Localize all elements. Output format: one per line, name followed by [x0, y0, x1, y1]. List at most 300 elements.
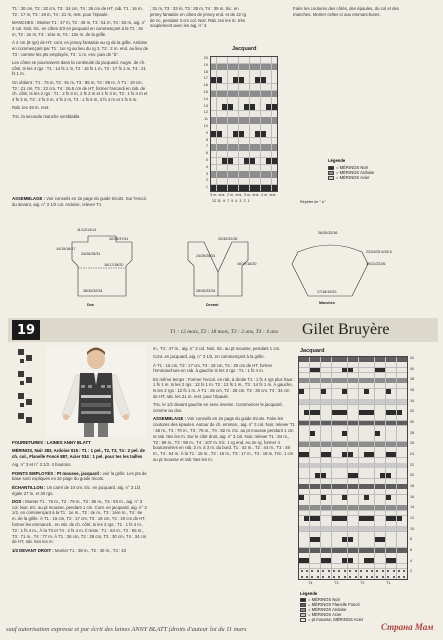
chart2-cell — [342, 405, 347, 410]
chart2-cell — [321, 452, 326, 457]
chart2-cell — [397, 362, 402, 367]
chart2-cell — [310, 458, 315, 463]
chart2-cell — [359, 505, 364, 510]
chart2-cell — [299, 415, 304, 420]
chart1-row-label: 15 — [203, 90, 208, 94]
chart2-cell — [310, 564, 315, 569]
chart1-cell — [266, 97, 271, 103]
chart1-cell — [217, 64, 222, 70]
chart2-cell — [359, 415, 364, 420]
chart2-cell — [348, 373, 353, 378]
chart2-cell — [364, 373, 369, 378]
chart2-cell — [402, 421, 407, 426]
chart2-cell — [299, 442, 304, 447]
chart2-cell — [386, 532, 391, 537]
chart2-cell — [386, 415, 391, 420]
chart2-cell — [332, 378, 337, 383]
chart2-cell — [299, 389, 304, 394]
chart1-cell — [222, 104, 227, 110]
chart2-cell — [337, 431, 342, 436]
chart2-cell — [397, 394, 402, 399]
chart2-cell — [380, 426, 385, 431]
manches-measure-2: 22/24/25.5/26.5 — [366, 250, 392, 254]
chart2-cell — [386, 442, 391, 447]
chart1-cell — [272, 144, 277, 150]
chart1-cell — [250, 84, 255, 90]
chart2-cell — [375, 389, 380, 394]
chart1-cell — [228, 64, 233, 70]
chart2-cell — [397, 389, 402, 394]
chart2-cell — [315, 532, 320, 537]
chart2-cell — [348, 426, 353, 431]
chart1-cell — [217, 178, 222, 184]
chart1-bottom-label: 3 m. ens — [210, 193, 225, 197]
chart2-cell — [348, 479, 353, 484]
chart2-cell — [375, 569, 380, 574]
chart2-cell — [380, 421, 385, 426]
chart2-cell — [380, 511, 385, 516]
chart2-cell — [342, 421, 347, 426]
chart1-cell — [266, 57, 271, 63]
chart2-cell — [321, 553, 326, 558]
chart1-row-label: 11 — [204, 117, 208, 122]
chart2-cell — [326, 378, 331, 383]
chart2-cell — [321, 442, 326, 447]
chart2-cell — [364, 489, 369, 494]
chart2-cell — [337, 500, 342, 505]
chart2-cell — [332, 479, 337, 484]
chart2-cell — [310, 436, 315, 441]
chart1-cell — [250, 144, 255, 150]
chart1-cell — [250, 185, 255, 191]
chart1-cell — [217, 77, 222, 83]
chart1-cell — [222, 117, 227, 123]
chart2-cell — [369, 410, 374, 415]
chart2-cell — [402, 574, 407, 579]
chart2-cell — [380, 516, 385, 521]
chart2-cell — [337, 521, 342, 526]
chart1-cell — [250, 165, 255, 171]
chart2-cell — [391, 468, 396, 473]
chart2-cell — [342, 378, 347, 383]
chart1-cell — [228, 158, 233, 164]
chart2-cell — [310, 542, 315, 547]
chart2-cell — [348, 564, 353, 569]
chart1-cell — [261, 117, 266, 123]
chart2-cell — [332, 357, 337, 362]
chart2-cell — [391, 569, 396, 574]
chart2-cell — [375, 479, 380, 484]
chart2-cell — [402, 521, 407, 526]
chart2-row-label: 26 — [410, 441, 415, 446]
chart2-cell — [375, 553, 380, 558]
chart1-col-numbers: 12 11 9 7 5 4 3 2 1 — [212, 199, 250, 203]
chart2-cell — [364, 569, 369, 574]
chart1-cell — [266, 165, 271, 171]
chart1-cell — [239, 165, 244, 171]
chart2-cell — [310, 421, 315, 426]
chart2-cell — [348, 410, 353, 415]
chart1-cell — [211, 117, 216, 123]
chart2-cell — [310, 405, 315, 410]
chart2-cell — [299, 421, 304, 426]
chart2-cell — [310, 357, 315, 362]
chart1-cell — [261, 111, 266, 117]
chart2-cell — [402, 484, 407, 489]
chart2-cell — [375, 452, 380, 457]
chart1-cell — [233, 104, 238, 110]
chart2-cell — [359, 564, 364, 569]
chart2-cell — [342, 473, 347, 478]
chart1-cell — [250, 70, 255, 76]
chart2-cell — [369, 378, 374, 383]
chart1-cell — [244, 117, 249, 123]
chart2-cell — [342, 526, 347, 531]
chart2-cell — [364, 447, 369, 452]
acier-swatch — [328, 176, 334, 180]
chart2-cell — [310, 394, 315, 399]
chart2-cell — [348, 526, 353, 531]
chart2-cell — [315, 564, 320, 569]
chart2-cell — [332, 436, 337, 441]
chart2-cell — [321, 521, 326, 526]
pattern-number-badge: 19 — [12, 320, 40, 340]
chart2-cell — [369, 415, 374, 420]
chart2-cell — [337, 394, 342, 399]
chart2-cell — [348, 484, 353, 489]
chart2-cell — [364, 468, 369, 473]
chart2-cell — [342, 542, 347, 547]
chart2-cell — [337, 548, 342, 553]
top-left-p4: Les côtes se poursuivent dans la continuité du jacquard. Augm. de ch. côté, ts les 4 rgs : T1 : 14 fs 1 m, T2 : 16 fs 1 m, T3 : 17 fs 1 m, T4 : 21 fs 1 m. — [12, 59, 146, 77]
chart2-cell — [364, 574, 369, 579]
chart2-cell — [321, 426, 326, 431]
chart2-cell — [359, 574, 364, 579]
chart1-cell — [272, 138, 277, 144]
chart2-cell — [402, 479, 407, 484]
chart2-cell — [348, 442, 353, 447]
chart1-cell — [211, 111, 216, 117]
chart2-cell — [369, 569, 374, 574]
chart2-cell — [299, 558, 304, 563]
manches-measure-3: 19/21/22/26 — [366, 262, 386, 266]
manches-schematic — [292, 245, 368, 296]
chart2-cell — [402, 362, 407, 367]
chart2-cell — [337, 436, 342, 441]
chart1-cell — [255, 171, 260, 177]
chart2-cell — [310, 574, 315, 579]
mid-p4: En même temps : Former l'encol. en rab. à droite T1 : 1 fs 4 rgs plus haut : 1 fs 1 m. ts les 2 rgs : 12 fs 1 m. T2 : 13 fs 1 m., T3 : 14 fs 1 m. À gauche, ts les 2 rgs : 12 fs 1 m. À T1 : 26 cm, T2 : 28 cm, T3 : 30 cm, T4 : 34 cm de HT, rab. les 21 m. rest. pour l'épaule. — [153, 376, 295, 400]
chart2-cell — [332, 484, 337, 489]
chart2-cell — [364, 405, 369, 410]
chart2-cell — [402, 542, 407, 547]
chart2-cell — [397, 405, 402, 410]
chart1-cell — [250, 117, 255, 123]
chart2-cell — [391, 495, 396, 500]
chart2-cell — [359, 447, 364, 452]
chart2-cell — [364, 362, 369, 367]
chart1-cell — [217, 144, 222, 150]
chart1-cell — [244, 64, 249, 70]
chart2-cell — [391, 389, 396, 394]
chart1-cell — [217, 158, 222, 164]
chart2-cell — [315, 500, 320, 505]
chart2-cell — [369, 521, 374, 526]
chart2-cell — [342, 537, 347, 542]
chart2-cell — [380, 574, 385, 579]
chart2-cell — [380, 558, 385, 563]
chart2-cell — [326, 548, 331, 553]
chart1-cell — [233, 70, 238, 76]
chart2-cell — [364, 426, 369, 431]
chart1-cell — [244, 91, 249, 97]
chart2-cell — [321, 479, 326, 484]
chart2-cell — [315, 399, 320, 404]
chart2-cell — [310, 500, 315, 505]
chart2-cell — [348, 537, 353, 542]
chart2-cell — [364, 442, 369, 447]
chart1-row-label: 9 — [205, 130, 208, 135]
chart2-cell — [337, 383, 342, 388]
chart2-cell — [375, 537, 380, 542]
chart2-cell — [369, 399, 374, 404]
chart1-cell — [217, 165, 222, 171]
chart2-cell — [304, 383, 309, 388]
chart1-cell — [222, 124, 227, 130]
chart2-cell — [326, 436, 331, 441]
chart2-cell — [332, 500, 337, 505]
chart2-cell — [386, 431, 391, 436]
chart2-cell — [321, 516, 326, 521]
chart2-cell — [299, 426, 304, 431]
chart2-cell — [391, 553, 396, 558]
chart2-cell — [332, 452, 337, 457]
chart2-cell — [337, 537, 342, 542]
motif-strip — [14, 345, 38, 425]
chart1-cell — [250, 138, 255, 144]
chart2-cell — [326, 389, 331, 394]
chart2-cell — [375, 458, 380, 463]
chart1-cell — [255, 84, 260, 90]
chart2-cell — [332, 532, 337, 537]
chart1-cell — [255, 77, 260, 83]
chart2-cell — [391, 447, 396, 452]
chart2-cell — [299, 431, 304, 436]
chart2-cell — [402, 368, 407, 373]
chart2-cell — [369, 505, 374, 510]
chart2-cell — [369, 564, 374, 569]
dos-label: Dos — [87, 303, 94, 307]
chart2-cell — [369, 511, 374, 516]
chart2-cell — [364, 548, 369, 553]
chart1-cell — [222, 84, 227, 90]
chart2-cell — [353, 447, 358, 452]
chart1-cell — [211, 91, 216, 97]
chart2-cell — [337, 558, 342, 563]
chart1-cell — [244, 131, 249, 137]
chart2-cell — [386, 373, 391, 378]
chart2-cell — [353, 426, 358, 431]
chart2-cell — [299, 495, 304, 500]
chart2-cell — [348, 389, 353, 394]
chart2-cell — [332, 410, 337, 415]
watermark: Страна Мам — [381, 622, 434, 632]
chart2-cell — [304, 368, 309, 373]
chart1-title: Jacquard — [232, 46, 257, 52]
chart2-cell — [315, 405, 320, 410]
chart2-cell — [332, 421, 337, 426]
chart2-cell — [315, 442, 320, 447]
chart2-cell — [375, 362, 380, 367]
chart2-cell — [321, 458, 326, 463]
chart2-cell — [321, 405, 326, 410]
chart2-cell — [348, 383, 353, 388]
chart2-cell — [299, 553, 304, 558]
chart2-cell — [369, 389, 374, 394]
chart2-cell — [315, 574, 320, 579]
chart2-cell — [402, 463, 407, 468]
chart2-cell — [332, 368, 337, 373]
chart1-cell — [228, 124, 233, 130]
chart2-cell — [326, 362, 331, 367]
chart1-cell — [228, 84, 233, 90]
chart2-cell — [391, 500, 396, 505]
chart2-row-label: 12 — [410, 516, 415, 520]
chart2-cell — [332, 458, 337, 463]
assemblage-top — [12, 196, 148, 210]
chart2-cell — [397, 500, 402, 505]
chart2-cell — [337, 421, 342, 426]
chart2-cell — [364, 558, 369, 563]
chart2-row-label: 36 — [410, 388, 415, 392]
chart1-cell — [217, 97, 222, 103]
chart2-cell — [326, 357, 331, 362]
chart2-cell — [353, 489, 358, 494]
chart2-cell — [337, 368, 342, 373]
chart2-cell — [304, 463, 309, 468]
chart2-cell — [348, 558, 353, 563]
chart2-cell — [353, 373, 358, 378]
chart2-cell — [353, 383, 358, 388]
chart1-cell — [211, 97, 216, 103]
chart1-cell — [272, 151, 277, 157]
chart2-cell — [304, 526, 309, 531]
chart2-cell — [337, 473, 342, 478]
chart1-cell — [222, 171, 227, 177]
chart2-cell — [375, 521, 380, 526]
chart2-cell — [397, 569, 402, 574]
chart1-cell — [217, 131, 222, 137]
chart2-cell — [315, 542, 320, 547]
chart2-cell — [375, 463, 380, 468]
chart2-cell — [386, 399, 391, 404]
chart2-cell — [386, 357, 391, 362]
chart1-cell — [250, 171, 255, 177]
chart1-cell — [239, 185, 244, 191]
chart1-bottom-label: 4 m. ens — [261, 193, 276, 197]
chart2-cell — [391, 436, 396, 441]
assemblage-top-title: ASSEMBLAGE : — [12, 196, 45, 201]
chart2-cell — [332, 521, 337, 526]
chart2-cell — [369, 516, 374, 521]
chart1-cell — [222, 57, 227, 63]
chart1-cell — [233, 64, 238, 70]
chart1-cell — [222, 138, 227, 144]
chart1-cell — [211, 158, 216, 164]
chart1-cell — [255, 151, 260, 157]
chart2-cell — [321, 389, 326, 394]
chart1-cell — [239, 178, 244, 184]
devant-measure-1: 20/30/32/36 — [218, 237, 238, 241]
chart2-cell — [337, 495, 342, 500]
chart2-cell — [332, 505, 337, 510]
chart2-cell — [359, 405, 364, 410]
chart2-cell — [391, 564, 396, 569]
chart1-cell — [255, 91, 260, 97]
chart1-cell — [272, 117, 277, 123]
chart2-cell — [310, 521, 315, 526]
chart2-row-label: 32 — [410, 409, 415, 414]
chart2-cell — [364, 410, 369, 415]
chart2-cell — [364, 564, 369, 569]
mid-assemblage-text: Voir conseils en 2e page du guide tricots. Faire les coutures des épaules. Autour de ch. emman., aig. n° 3 col. Noir, relever T1 : 66 m., T2 : 70 m., T3 : 76 m., T4 : 82 m. tric. au pt mousse pendant 1 cm et rab. ttes les m. Sur le côté droit, aig. n° 3 col. Noir, relever T1 : 84 m., T2 : 89 m., T3 : 96 m., T4 : 107 m. tric. 1 rg end. Au 2e rg, former 4 boutonnières en rab. 2 m. à 3 m. du bord. T1 : 42 m., T2 : 44 m., T3 : 48 m., T4 : 54 m. À la T1 : 15 m., T2 : 16 m., T3 : 17 m., T4 : 18 m. Tric. 1 cm au pt mousse et rab. ttes les m. — [153, 416, 295, 463]
chart1-cell — [222, 144, 227, 150]
chart2-cell — [359, 532, 364, 537]
chart2-cell — [348, 431, 353, 436]
chart2-cell — [386, 368, 391, 373]
chart2-cell — [342, 426, 347, 431]
chart2-cell — [364, 526, 369, 531]
chart2-cell — [321, 415, 326, 420]
chart2-cell — [359, 373, 364, 378]
chart2-cell — [359, 442, 364, 447]
chart2-cell — [359, 558, 364, 563]
chart1-cell — [272, 131, 277, 137]
chart2-cell — [321, 368, 326, 373]
chart2-row-label: 4 — [410, 558, 413, 563]
chart2-cell — [310, 532, 315, 537]
chart2-cell — [380, 500, 385, 505]
chart1-cell — [255, 158, 260, 164]
chart2-cell — [375, 373, 380, 378]
chart2-cell — [337, 362, 342, 367]
chart1-cell — [244, 185, 249, 191]
chart2-cell — [359, 399, 364, 404]
chart2-cell — [397, 532, 402, 537]
chart2-cell — [359, 521, 364, 526]
chart1-cell — [228, 97, 233, 103]
chart2-cell — [321, 526, 326, 531]
chart2-cell — [386, 574, 391, 579]
chart1-cell — [217, 84, 222, 90]
chart2-cell — [359, 389, 364, 394]
echantillon-text: Un carré de 10 cm, tric. en jacquard, aig. n° 3 1/2 égale 27 m. et 30 rgs. — [12, 484, 141, 496]
chart2-cell — [402, 489, 407, 494]
chart2-cell — [304, 489, 309, 494]
chart2-cell — [332, 442, 337, 447]
chart1-cell — [222, 185, 227, 191]
chart2-cell — [375, 399, 380, 404]
chart2-cell — [342, 452, 347, 457]
chart1-cell — [211, 144, 216, 150]
chart2-cell — [337, 405, 342, 410]
chart2-cell — [364, 357, 369, 362]
chart2-cell — [391, 489, 396, 494]
chart1-cell — [250, 178, 255, 184]
mid-column — [153, 346, 295, 465]
chart2-cell — [310, 378, 315, 383]
chart2-cell — [304, 569, 309, 574]
